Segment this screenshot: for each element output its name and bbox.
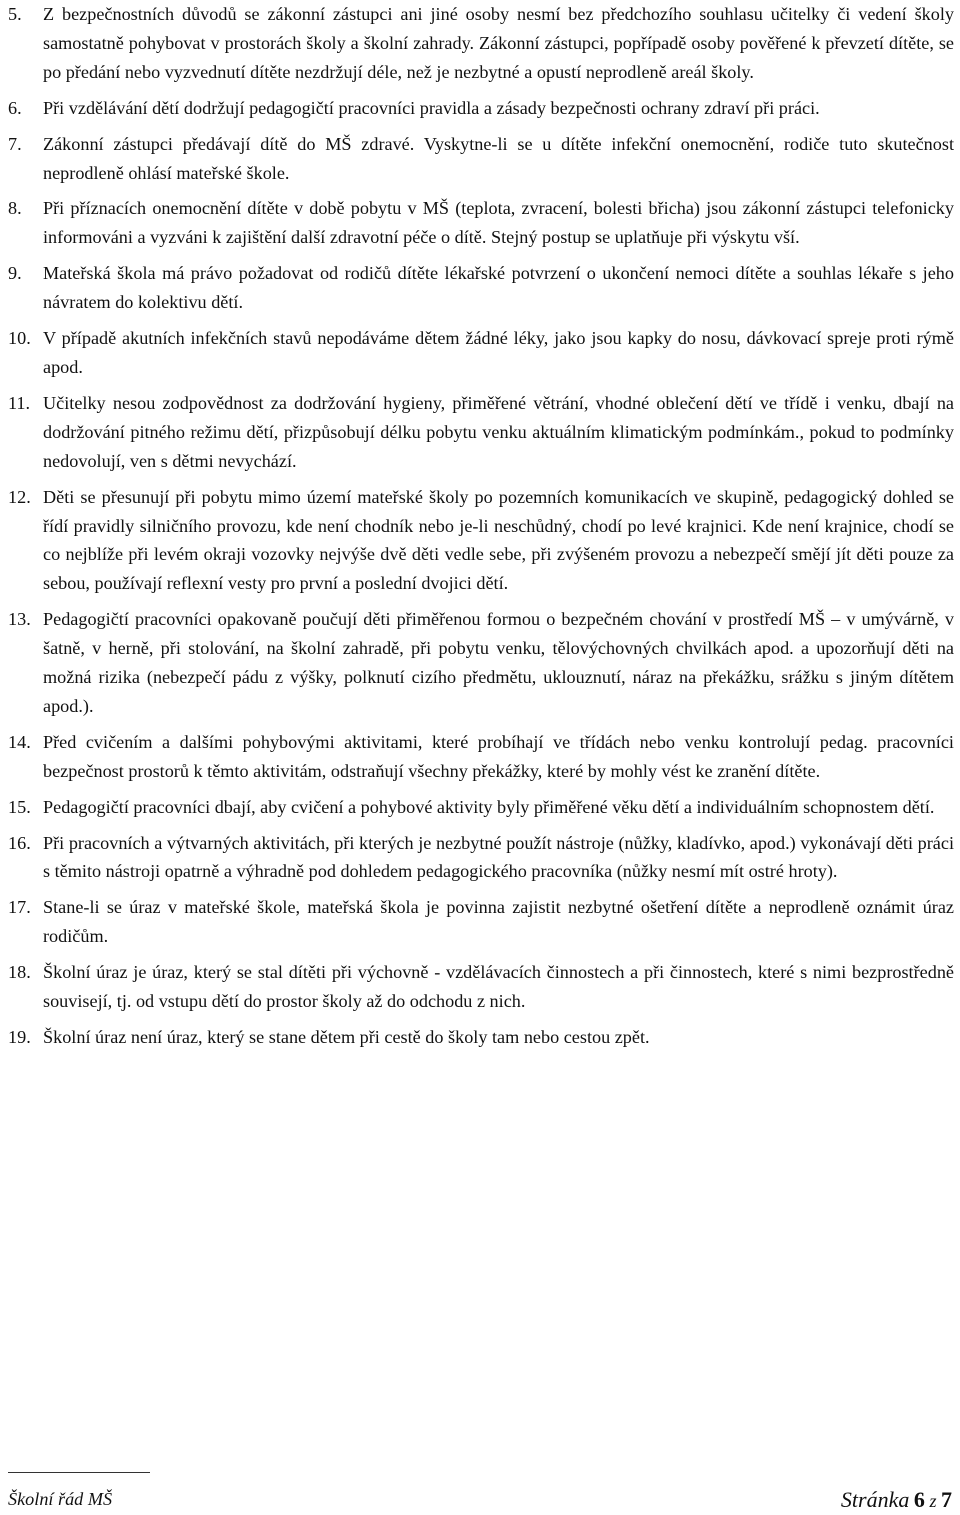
list-item — [8, 94, 954, 123]
list-item — [8, 259, 954, 317]
list-item-text: Zákonní zástupci předávají dítě do MŠ zdravé. Vyskytne-li se u dítěte infekční onemocnění, rodiče tuto skutečnost neprodleně ohlásí mateřské škole. — [43, 133, 954, 183]
footer-page-word: Stránka — [840, 1487, 910, 1512]
list-item-number: 9. — [8, 263, 22, 284]
list-item — [8, 483, 954, 599]
list-item-text: Školní úraz je úraz, který se stal dítěti při výchovně - vzdělávacích činnostech a při činnostech, které s nimi bezprostředně souvisejí, tj. od vstupu dětí do prostor školy až do odchodu z nich. — [43, 962, 954, 1012]
page-footer — [8, 1489, 954, 1515]
list-item — [8, 0, 954, 87]
list-item-number: 19. — [8, 1027, 31, 1047]
rules-list — [8, 0, 954, 1052]
list-item-number: 16. — [8, 832, 31, 853]
list-item-text: Pedagogičtí pracovníci dbají, aby cvičení a pohybové aktivity byly přiměřené věku dětí a individuálním schopnostem dětí. — [43, 796, 935, 817]
list-item — [8, 605, 954, 721]
list-item — [8, 893, 954, 951]
list-item-number: 8. — [8, 198, 22, 219]
list-item-text: Stane-li se úraz v mateřské škole, mateřská škola je povinna zajistit nezbytné ošetření dítěte a neprodleně oznámit úraz rodičům. — [43, 897, 954, 947]
list-item-text: Při příznacích onemocnění dítěte v době pobytu v MŠ (teplota, zvracení, bolesti břicha) jsou zákonní zástupci telefonicky informováni a vyzváni k zajištění další zdravotní péče o dítě. Stejný postup se uplatňuje při výskytu vší. — [43, 198, 954, 248]
list-item-text: Mateřská škola má právo požadovat od rodičů dítěte lékařské potvrzení o ukončení nemoci dítěte a souhlas lékaře s jeho návratem do kolektivu dětí. — [43, 263, 954, 313]
list-item — [8, 1023, 954, 1052]
list-item — [8, 324, 954, 382]
list-item-text: Školní úraz není úraz, který se stane dětem při cestě do školy tam nebo cestou zpět. — [43, 1027, 650, 1047]
list-item-text: Z bezpečnostních důvodů se zákonní zástupci ani jiné osoby nesmí bez předchozího souhlasu učitelky či vedení školy samostatně pohybovat v prostorách školy a školní zahrady. Zákonní zástupci, popřípadě osoby pověřené k převzetí dítěte, se po předání nebo vyzvednutí dítěte nezdržují déle, než je nezbytné a opustí neprodleně areál školy. — [43, 4, 954, 82]
list-item-number: 18. — [8, 962, 31, 983]
list-item — [8, 829, 954, 887]
list-item — [8, 194, 954, 252]
list-item-text: Před cvičením a dalšími pohybovými aktivitami, které probíhají ve třídách nebo venku kontrolují pedag. pracovníci bezpečnost prostorů k těmto aktivitám, odstraňují všechny překážky, které by mohly vést ke zranění dítěte. — [43, 731, 954, 781]
footer-page-total: 7 — [941, 1487, 952, 1512]
footer-page-number — [841, 1487, 952, 1513]
list-item-text: Učitelky nesou zodpovědnost za dodržování hygieny, přiměřené větrání, vhodné oblečení dětí ve třídě i venku, dbají na dodržování pitného režimu dětí, přizpůsobují délku pobytu venku aktuálním klimatickým podmínkám., pokud to podmínky nedovolují, ven s dětmi nevychází. — [43, 392, 954, 471]
list-item-number: 17. — [8, 897, 31, 918]
list-item-number: 12. — [8, 486, 31, 507]
list-item — [8, 389, 954, 476]
list-item-number: 10. — [8, 328, 31, 349]
footer-document-title: Školní řád MŠ — [8, 1489, 113, 1509]
list-item — [8, 728, 954, 786]
list-item-number: 6. — [8, 97, 22, 118]
list-item-number: 14. — [8, 731, 31, 752]
list-item — [8, 130, 954, 188]
list-item-text: Děti se přesunují při pobytu mimo území mateřské školy po pozemních komunikacích ve skupině, pedagogický dohled se řídí pravidly silničního provozu, kde není chodník nebo je-li neschůdný, chodí po levé krajnici. Kde není krajnice, chodí se co nejblíže při levém okraji vozovky nejvýše dvě děti vedle sebe, při zvýšeném provozu a nebezpečí smějí jít děti pouze za sebou, používají reflexní vesty pro první a poslední dvojici dětí. — [43, 486, 954, 594]
list-item — [8, 793, 954, 822]
footer-page-separator: z — [929, 1491, 937, 1511]
list-item-number: 15. — [8, 796, 31, 817]
list-item-number: 13. — [8, 609, 31, 630]
list-item — [8, 958, 954, 1016]
list-item-number: 5. — [8, 4, 22, 24]
list-item-text: Pedagogičtí pracovníci opakovaně poučují děti přiměřenou formou o bezpečném chování v prostředí MŠ – v umývárně, v šatně, v herně, při stolování, na školní zahradě, při pobytu venku, tělovýchovných chvilkách apod. a upozorňují děti na možná rizika (nebezpečí pádu z výšky, polknutí cizího předmětu, uklouznutí, náraz na překážku, srážku s jiným dítětem apod.). — [43, 609, 954, 716]
list-item-text: Při vzdělávání dětí dodržují pedagogičtí pracovníci pravidla a zásady bezpečnosti ochrany zdraví při práci. — [43, 97, 820, 118]
list-item-text: Při pracovních a výtvarných aktivitách, při kterých je nezbytné použít nástroje (nůžky, kladívko, apod.) vykonávají děti práci s těmito nástroji opatrně a výhradně pod dohledem pedagogického pracovníka (nůžky nesmí mít ostré hroty). — [43, 832, 954, 882]
footer-page-current: 6 — [913, 1487, 925, 1512]
footer-divider — [8, 1472, 150, 1473]
list-item-text: V případě akutních infekčních stavů nepodáváme dětem žádné léky, jako jsou kapky do nosu, dávkovací spreje proti rýmě apod. — [43, 328, 954, 377]
list-item-number: 11. — [8, 392, 31, 413]
list-item-number: 7. — [8, 133, 22, 154]
